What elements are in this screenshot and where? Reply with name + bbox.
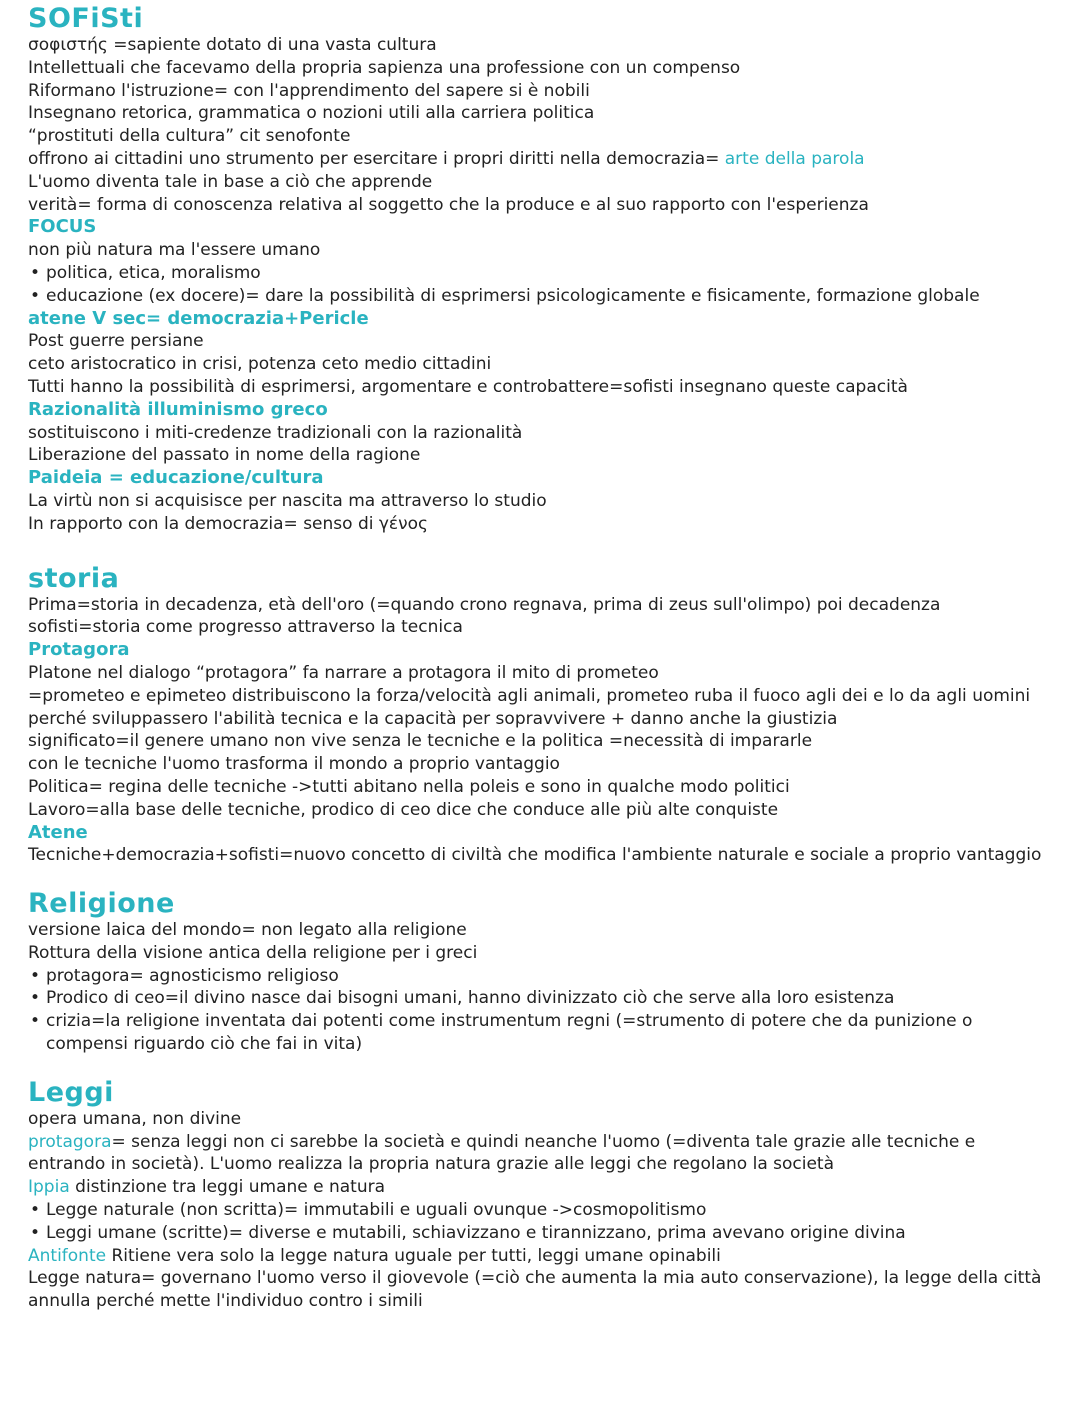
bullet-list [28, 1199, 1052, 1245]
text-line-ippia [28, 1176, 1052, 1199]
text-line: In rapporto con la democrazia= senso di γένος [28, 513, 428, 534]
list-item: • crizia=la religione inventata dai potenti come instrumentum regni (=strumento di potere che da punizione o compensi riguardo ciò che fai in vita) [28, 1010, 1052, 1056]
text-line: Intellettuali che facevamo della propria sapienza una professione con un compenso [28, 57, 741, 78]
list-item: • politica, etica, moralismo [28, 262, 1052, 285]
text-line: sofisti=storia come progresso attraverso la tecnica [28, 617, 463, 638]
text-line: “prostituti della cultura” cit senofonte [28, 126, 351, 147]
text-line: σοφιστής =sapiente dotato di una vasta cultura [28, 35, 437, 55]
offer-text: offrono ai cittadini uno strumento per esercitare i propri diritti nella democrazia= [28, 148, 720, 169]
antifonte-text: Ritiene vera solo la legge natura uguale per tutti, leggi umane opinabili [106, 1245, 721, 1266]
text-line: Prima=storia in decadenza, età dell'oro (=quando crono regnava, prima di zeus sull'olimpo) poi decadenza [28, 594, 941, 615]
text-line: Platone nel dialogo “protagora” fa narrare a protagora il mito di prometeo [28, 662, 659, 683]
text-line: non più natura ma l'essere umano [28, 240, 321, 261]
protagora-text: = senza leggi non ci sarebbe la società e quindi neanche l'uomo (=diventa tale grazie alle tecniche e entrando in società). L'uomo realizza la propria natura grazie alle leggi che regolano la società [28, 1131, 976, 1175]
text-line: Insegnano retorica, grammatica o nozioni utili alla carriera politica [28, 103, 595, 124]
text-line-antifonte [28, 1245, 1052, 1268]
text-line: Rottura della visione antica della religione per i greci [28, 942, 478, 963]
subheading-atene: Atene [28, 821, 88, 843]
subheading-protagora: Protagora [28, 639, 130, 661]
section-religione [28, 889, 1052, 1056]
text-line: Liberazione del passato in nome della ragione [28, 445, 421, 466]
subheading-paideia: Paideia = educazione/cultura [28, 467, 324, 489]
subheading-focus: FOCUS [28, 216, 97, 238]
ippia-text: distinzione tra leggi umane e natura [69, 1177, 386, 1198]
bullet-list [28, 262, 1052, 308]
section-title: Religione [28, 888, 175, 920]
list-item: • educazione (ex docere)= dare la possibilità di esprimersi psicologicamente e fisicamente, formazione globale [28, 285, 1052, 308]
subheading-razionalita: Razionalità illuminismo greco [28, 398, 328, 420]
offer-highlight: arte della parola [724, 148, 865, 169]
section-leggi [28, 1078, 1052, 1313]
text-line: La virtù non si acquisisce per nascita ma attraverso lo studio [28, 490, 547, 511]
text-line: ceto aristocratico in crisi, potenza ceto medio cittadini [28, 354, 492, 375]
text-line: versione laica del mondo= non legato alla religione [28, 920, 467, 941]
section-storia [28, 564, 1052, 868]
text-line: sostituiscono i miti-credenze tradizionali con la razionalità [28, 422, 523, 443]
text-line: verità= forma di conoscenza relativa al soggetto che la produce e al suo rapporto con l'esperienza [28, 194, 869, 215]
text-line: Legge natura= governano l'uomo verso il giovevole (=ciò che aumenta la mia auto conservazione), la legge della città annulla perché mette l'individuo contro i simili [28, 1268, 1042, 1312]
text-line: opera umana, non divine [28, 1108, 242, 1129]
text-line: Riformano l'istruzione= con l'apprendimento del sapere si è nobili [28, 80, 590, 101]
section-title: Leggi [28, 1076, 114, 1108]
text-line-offer [28, 148, 1052, 171]
section-sofisti [28, 4, 1052, 536]
list-item: • Prodico di ceo=il divino nasce dai bisogni umani, hanno divinizzato ciò che serve alla loro esistenza [28, 987, 1052, 1010]
list-item: • Leggi umane (scritte)= diverse e mutabili, schiavizzano e tirannizzano, prima avevano origine divina [28, 1222, 1052, 1245]
text-line: Politica= regina delle tecniche ->tutti abitano nella poleis e sono in qualche modo politici [28, 776, 790, 797]
text-line-protagora [28, 1131, 1052, 1177]
text-line: L'uomo diventa tale in base a ciò che apprende [28, 171, 433, 192]
text-line: Lavoro=alla base delle tecniche, prodico di ceo dice che conduce alle più alte conquiste [28, 799, 779, 820]
text-line: =prometeo e epimeteo distribuiscono la forza/velocità agli animali, prometeo ruba il fuoco agli dei e lo da agli uomini perché sviluppassero l'abilità tecnica e la capacità per sopravvivere + danno anche la giustizia [28, 685, 1031, 729]
section-title: storia [28, 562, 120, 594]
protagora-highlight: protagora [28, 1131, 112, 1152]
list-item: • Legge naturale (non scritta)= immutabili e uguali ovunque ->cosmopolitismo [28, 1199, 1052, 1222]
ippia-highlight: Ippia [28, 1177, 70, 1198]
text-line: con le tecniche l'uomo trasforma il mondo a proprio vantaggio [28, 754, 560, 775]
text-line: significato=il genere umano non vive senza le tecniche e la politica =necessità di impararle [28, 731, 813, 752]
bullet-list [28, 965, 1052, 1056]
text-line: Tecniche+democrazia+sofisti=nuovo concetto di civiltà che modifica l'ambiente naturale e sociale a proprio vantaggio [28, 845, 1042, 866]
text-line: Tutti hanno la possibilità di esprimersi, argomentare e controbattere=sofisti insegnano queste capacità [28, 376, 908, 397]
list-item: • protagora= agnosticismo religioso [28, 965, 1052, 988]
text-line: Post guerre persiane [28, 331, 204, 352]
antifonte-highlight: Antifonte [28, 1245, 107, 1266]
section-title: SOFiSti [28, 3, 144, 34]
subheading-atene: atene V sec= democrazia+Pericle [28, 307, 369, 329]
